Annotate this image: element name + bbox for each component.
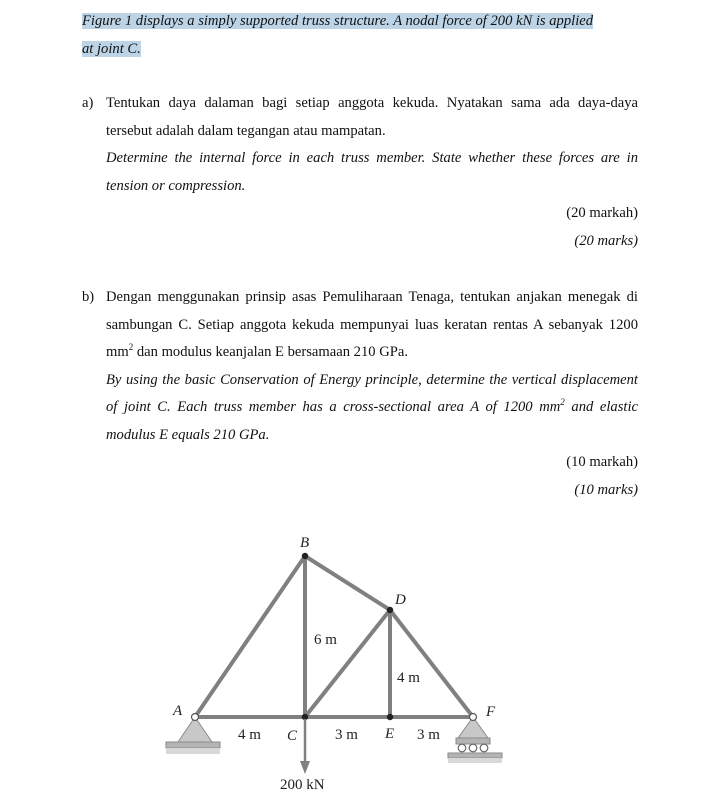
question-a-malay: Tentukan daya dalaman bagi setiap anggota kekuda. Nyatakan sama ada daya-daya tersebut adalah dalam tegangan atau mampatan. [106, 95, 638, 139]
joint-E [387, 714, 393, 720]
intro-paragraph [82, 8, 638, 63]
label-F: F [486, 704, 496, 720]
label-A: A [173, 703, 183, 719]
load-label: 200 kN [280, 777, 325, 793]
question-b-label: b) [82, 289, 95, 305]
question-a-marks-english: (20 marks) [574, 232, 638, 249]
member-BD [305, 556, 390, 610]
label-C: C [287, 728, 298, 744]
question-a-label: a) [82, 95, 94, 111]
question-a-english: Determine the internal force in each truss member. State whether these forces are in tension or compression. [106, 150, 638, 194]
question-b-marks-malay: (10 markah) [566, 454, 638, 470]
question-b [82, 284, 638, 504]
intro-line-2: at joint C. [82, 40, 141, 57]
question-b-malay: Dengan menggunakan prinsip asas Pemuliharaan Tenaga, tentukan anjakan menegak di sambungan C. Setiap anggota kekuda mempunyai luas keratan rentas A sebanyak 1200 $mm^2$ dan modulus keanjalan E bersamaan 210 GPa. [106, 289, 638, 360]
dim-BC: 6 m [314, 632, 337, 648]
dim-EF: 3 m [417, 727, 440, 743]
question-a-marks-malay: (20 markah) [566, 205, 638, 221]
pin-support-A [166, 714, 220, 755]
joint-D [387, 607, 393, 613]
dim-DE: 4 m [397, 670, 420, 686]
question-b-marks-english: (10 marks) [574, 481, 638, 498]
roller-support-F [448, 714, 502, 764]
question-a [82, 90, 638, 255]
member-DF [390, 610, 473, 717]
member-CD [305, 610, 390, 717]
label-E: E [385, 726, 395, 742]
label-D: D [395, 592, 406, 608]
truss-diagram [160, 528, 520, 798]
dim-CE: 3 m [335, 727, 358, 743]
label-B: B [300, 535, 310, 551]
dim-AC: 4 m [238, 727, 261, 743]
truss-figure [160, 528, 520, 803]
load-arrow [300, 719, 310, 774]
joint-B [302, 553, 308, 559]
intro-line-1: Figure 1 displays a simply supported truss structure. A nodal force of 200 kN is applied [82, 13, 594, 29]
member-AB [195, 556, 305, 717]
question-b-english: By using the basic Conservation of Energy principle, determine the vertical displacement of joint C. Each truss member has a cross-sectional area A of 1200 $mm^2$ and elastic modulus E equals 210 GPa. [106, 371, 638, 443]
